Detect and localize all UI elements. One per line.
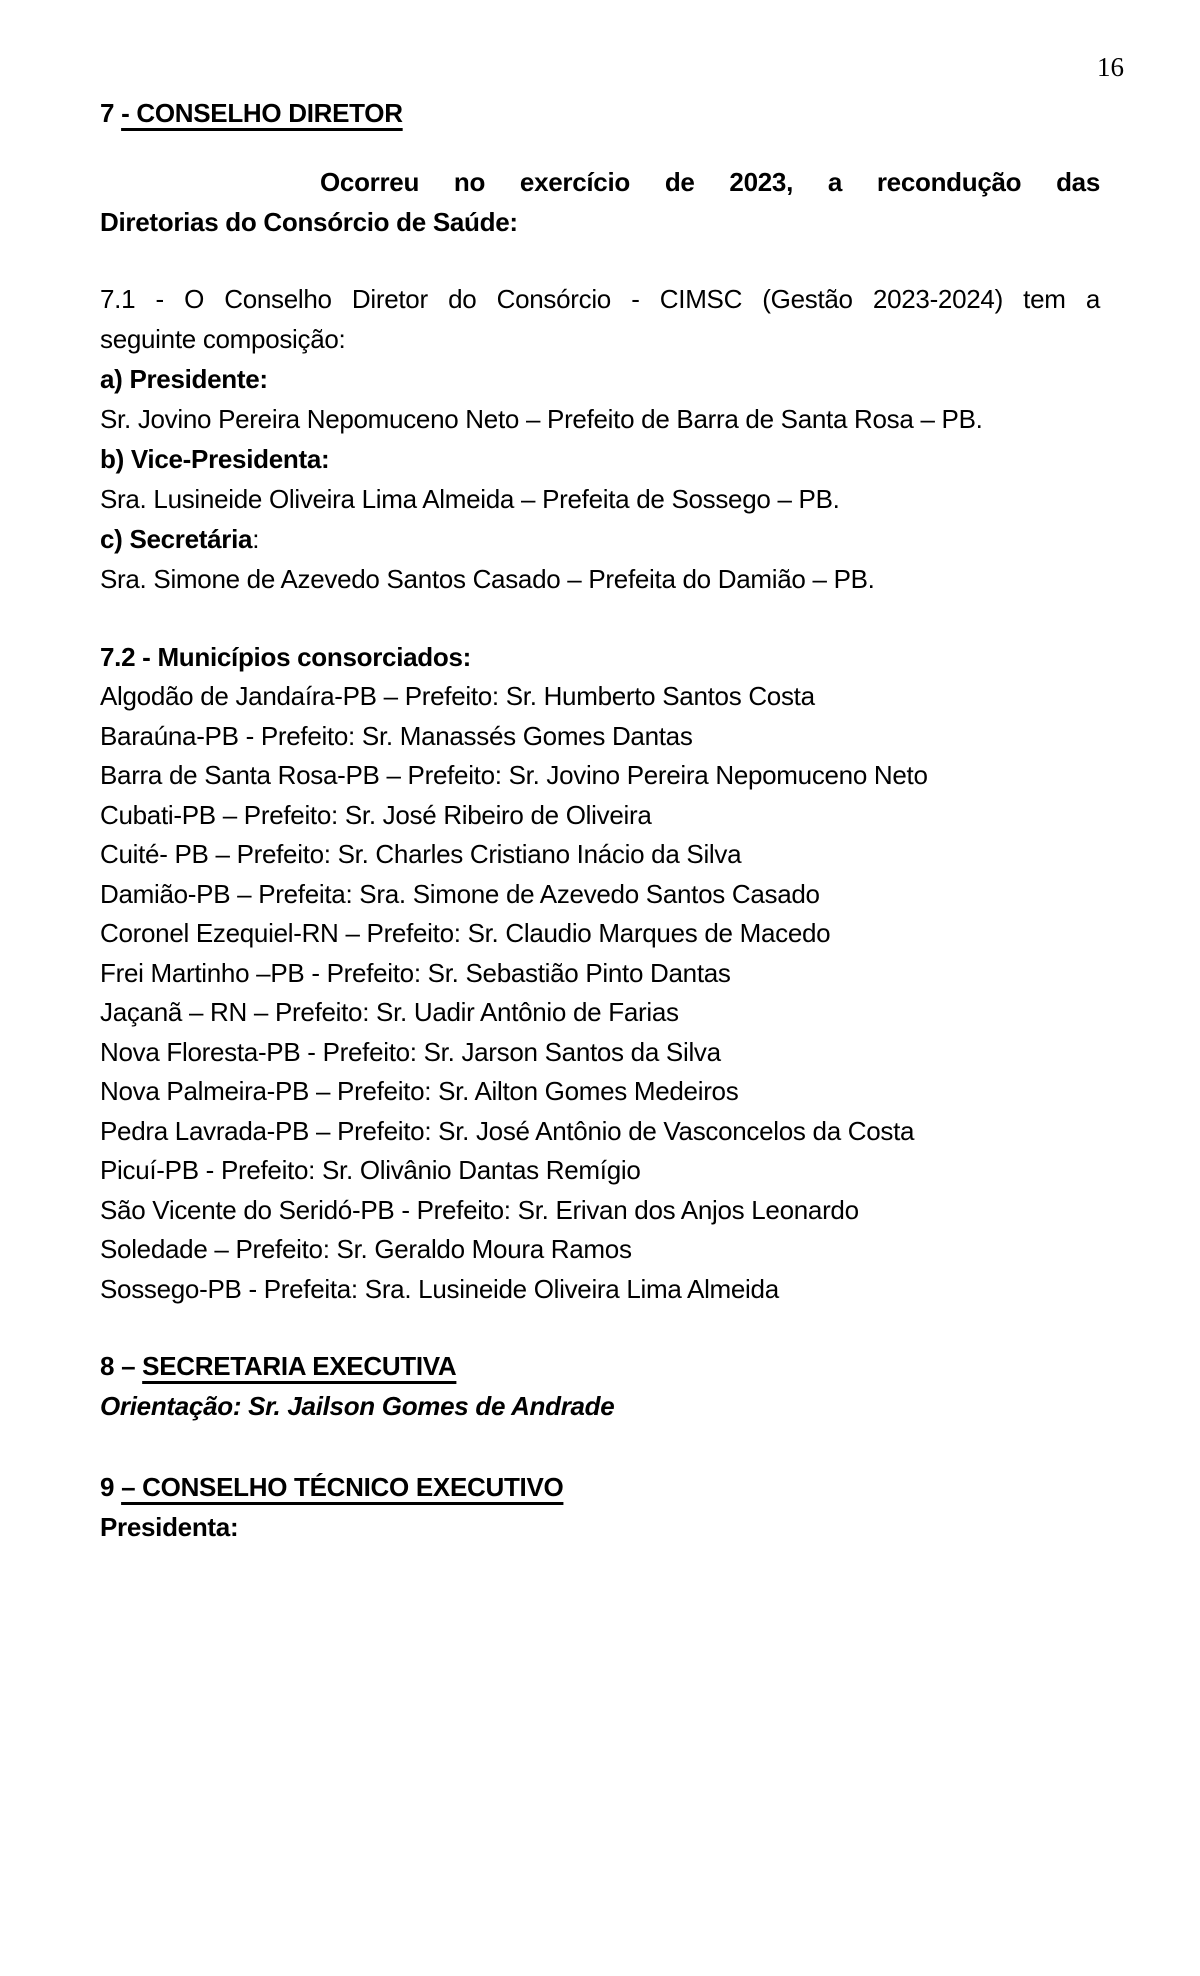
section-7-1-line-2: seguinte composição: <box>100 324 346 354</box>
municipality-list <box>100 677 1100 1309</box>
municipality-line: Cubati-PB – Prefeito: Sr. José Ribeiro de Oliveira <box>100 799 652 830</box>
secretary-label <box>100 519 1100 559</box>
section-7-heading-title: - CONSELHO DIRETOR <box>121 98 403 128</box>
section-8-heading-title: SECRETARIA EXECUTIVA <box>142 1351 457 1381</box>
municipality-line: Jaçanã – RN – Prefeito: Sr. Uadir Antônio de Farias <box>100 997 679 1027</box>
municipality-line: Nova Palmeira-PB – Prefeito: Sr. Ailton Gomes Medeiros <box>100 1076 739 1106</box>
municipality-line: Algodão de Jandaíra-PB – Prefeito: Sr. Humberto Santos Costa <box>100 681 815 711</box>
section-7-2-heading: 7.2 - Municípios consorciados: <box>100 642 471 672</box>
section-7-heading <box>100 93 1100 133</box>
secretary-label-colon: : <box>252 524 260 554</box>
vice-president-name: Sra. Lusineide Oliveira Lima Almeida – Prefeita de Sossego – PB. <box>100 484 840 514</box>
page-number: 16 <box>1097 52 1124 82</box>
municipality-line: Cuité- PB – Prefeito: Sr. Charles Cristiano Inácio da Silva <box>100 839 742 869</box>
section-8-orientation: Orientação: Sr. Jailson Gomes de Andrade <box>100 1391 615 1421</box>
municipality-line: Barra de Santa Rosa-PB – Prefeito: Sr. Jovino Pereira Nepomuceno Neto <box>100 760 928 790</box>
municipality-line: Picuí-PB - Prefeito: Sr. Olivânio Dantas Remígio <box>100 1155 641 1185</box>
section-8-heading-number: 8 – <box>100 1351 143 1381</box>
municipality-line: Pedra Lavrada-PB – Prefeito: Sr. José Antônio de Vasconcelos da Costa <box>100 1115 915 1146</box>
president-label: a) Presidente: <box>100 364 268 394</box>
secretary-label-bold: c) Secretária <box>100 524 253 554</box>
municipality-line: Baraúna-PB - Prefeito: Sr. Manassés Gomes Dantas <box>100 720 693 751</box>
section-9-heading-number: 9 <box>100 1472 122 1502</box>
intro-paragraph-line-2: Diretorias do Consórcio de Saúde: <box>100 207 518 237</box>
municipality-line: Frei Martinho –PB - Prefeito: Sr. Sebastião Pinto Dantas <box>100 957 731 988</box>
municipality-line: Damião-PB – Prefeita: Sra. Simone de Azevedo Santos Casado <box>100 878 820 909</box>
municipality-line: São Vicente do Seridó-PB - Prefeito: Sr. Erivan dos Anjos Leonardo <box>100 1194 859 1225</box>
section-9-heading-title: – CONSELHO TÉCNICO EXECUTIVO <box>121 1472 564 1502</box>
section-7-1-line-1: 7.1 - O Conselho Diretor do Consórcio - CIMSC (Gestão 2023-2024) tem a <box>100 284 1100 314</box>
municipality-line: Soledade – Prefeito: Sr. Geraldo Moura Ramos <box>100 1234 632 1264</box>
president-name: Sr. Jovino Pereira Nepomuceno Neto – Prefeito de Barra de Santa Rosa – PB. <box>100 404 983 434</box>
secretary-name: Sra. Simone de Azevedo Santos Casado – Prefeita do Damião – PB. <box>100 564 875 594</box>
intro-paragraph-line-1: Ocorreu no exercício de 2023, a recondução das <box>320 167 1100 197</box>
section-7-heading-number: 7 <box>100 98 122 128</box>
municipality-line: Sossego-PB - Prefeita: Sra. Lusineide Oliveira Lima Almeida <box>100 1273 779 1304</box>
municipality-line: Coronel Ezequiel-RN – Prefeito: Sr. Claudio Marques de Macedo <box>100 918 831 948</box>
section-8-heading <box>100 1346 1100 1386</box>
municipality-line: Nova Floresta-PB - Prefeito: Sr. Jarson Santos da Silva <box>100 1036 721 1067</box>
vice-president-label: b) Vice-Presidenta: <box>100 444 330 474</box>
section-9-subheading: Presidenta: <box>100 1512 239 1542</box>
section-9-heading <box>100 1467 1100 1507</box>
